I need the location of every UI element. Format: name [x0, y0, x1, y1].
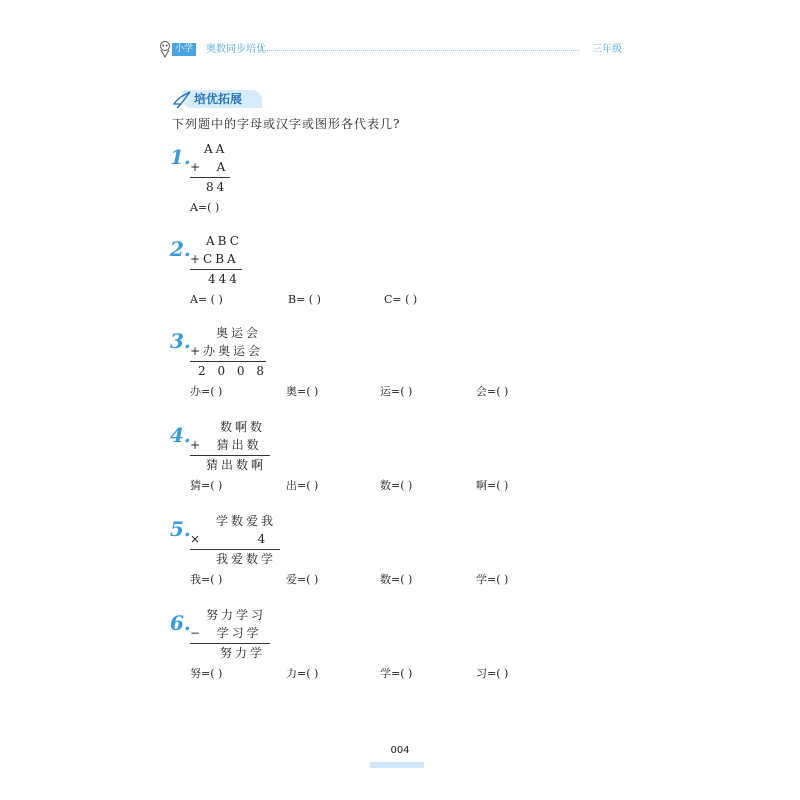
problem-number: 5. [170, 517, 191, 541]
page-header [158, 40, 622, 60]
problem-number: 6. [170, 611, 191, 635]
answer-blank[interactable]: 爱=( ) [286, 573, 319, 586]
problem-number: 1. [170, 145, 191, 169]
answer-blank[interactable]: 运=( ) [380, 385, 413, 398]
answer-blank[interactable]: 出=( ) [286, 479, 319, 492]
calc-row: 数啊数 [220, 420, 266, 434]
calc-row: 84 [206, 180, 228, 194]
answer-blank[interactable]: C= ( ) [384, 293, 418, 306]
instructions: 下列题中的字母或汉字或图形各代表几? [172, 117, 401, 131]
calc-row: − 学习学 [190, 626, 262, 640]
calc-row: + 猜出数 [190, 438, 262, 452]
answer-blank[interactable]: A=( ) [190, 201, 220, 214]
series-badge: 小学 [172, 43, 196, 56]
answer-blank[interactable]: 会=( ) [476, 385, 509, 398]
answer-blank[interactable]: 习=( ) [476, 667, 509, 680]
grade-label: 三年级 [592, 44, 622, 55]
bird-icon [172, 88, 194, 110]
answer-blank[interactable]: B= ( ) [288, 293, 321, 306]
problem-number: 3. [170, 329, 191, 353]
section-tag [172, 88, 264, 110]
problem-number: 4. [170, 423, 191, 447]
series-title: 奥数同步培优 [206, 44, 266, 55]
calc-row: 努力学 [220, 646, 266, 660]
calc-row: +办奥运会 [190, 344, 264, 358]
footer-bar [370, 762, 424, 768]
answer-blank[interactable]: 啊=( ) [476, 479, 509, 492]
answer-blank[interactable]: A= ( ) [190, 293, 223, 306]
calc-row: 猜出数啊 [206, 458, 267, 472]
calc-row: +CBA [190, 252, 239, 266]
calc-row: 我爱数学 [216, 552, 277, 566]
section-title: 培优拓展 [194, 92, 243, 106]
answer-blank[interactable]: 奥=( ) [286, 385, 319, 398]
calc-row: AA [204, 142, 228, 156]
calc-row: 2 0 0 8 [198, 364, 268, 378]
calc-row: 努力学习 [206, 608, 267, 622]
answer-blank[interactable]: 学=( ) [380, 667, 413, 680]
calc-row: 学数爱我 [216, 514, 277, 528]
header-divider [258, 50, 580, 51]
answer-blank[interactable]: 办=( ) [190, 385, 223, 398]
calc-row: + A [190, 160, 229, 174]
answer-blank[interactable]: 数=( ) [380, 573, 413, 586]
answer-blank[interactable]: 我=( ) [190, 573, 223, 586]
calc-row: 444 [208, 272, 240, 286]
owl-logo-icon [158, 40, 172, 58]
answer-blank[interactable]: 猜=( ) [190, 479, 223, 492]
calc-row: × 4 [190, 532, 269, 546]
answer-blank[interactable]: 学=( ) [476, 573, 509, 586]
problem-number: 2. [170, 237, 191, 261]
answer-blank[interactable]: 数=( ) [380, 479, 413, 492]
answer-blank[interactable]: 力=( ) [286, 667, 319, 680]
calc-row: ABC [206, 234, 242, 248]
page-number: 004 [390, 745, 410, 756]
answer-blank[interactable]: 努=( ) [190, 667, 223, 680]
calc-row: 奥运会 [216, 326, 262, 340]
